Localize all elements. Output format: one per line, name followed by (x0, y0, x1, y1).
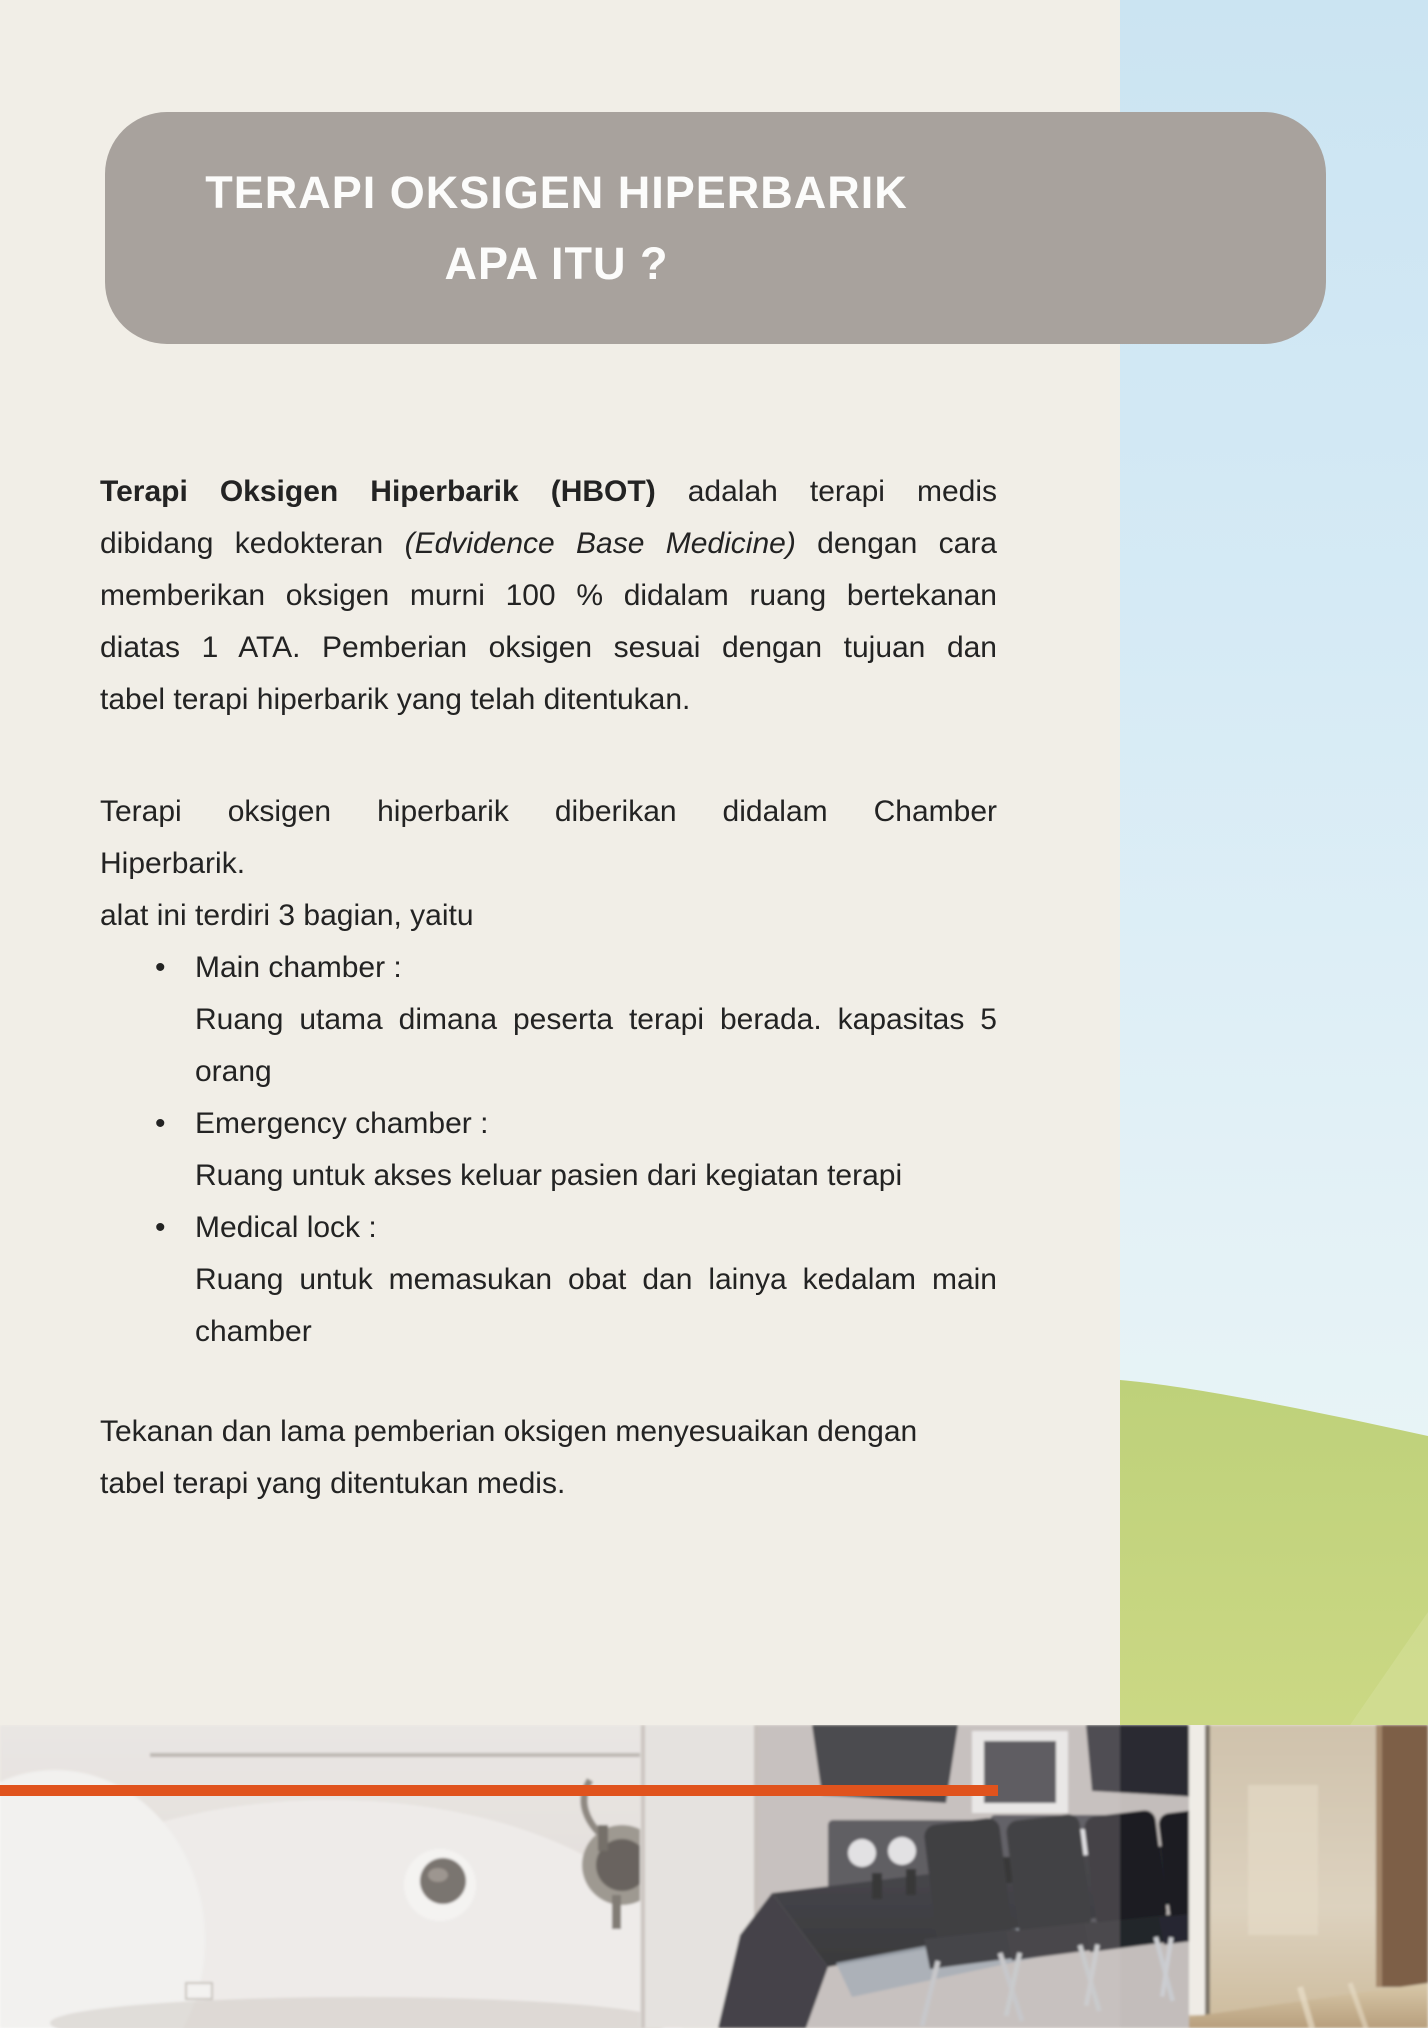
bullet-head-row (100, 1202, 997, 1254)
paragraph-closing (100, 1406, 997, 1510)
paragraph-line: memberikan oksigen murni 100 % didalam ruang bertekanan (100, 579, 997, 612)
bullet-head: Emergency chamber : (195, 1107, 489, 1140)
orange-divider-bar (0, 1785, 998, 1796)
bullet-head: Medical lock : (195, 1211, 377, 1244)
bullet-item-main-chamber (100, 942, 997, 1098)
photo-corridor (1189, 1725, 1428, 2028)
bold-term: Terapi Oksigen Hiperbarik (HBOT) (100, 475, 656, 508)
page-title-line2: APA ITU ? (444, 238, 669, 289)
bullet-list (100, 942, 997, 1358)
paragraph-line: Tekanan dan lama pemberian oksigen menyesuaikan dengan (100, 1415, 918, 1448)
bullet-sub-text (195, 994, 997, 1098)
photo-overlay-scrim (0, 1725, 1120, 2028)
text-segment: dibidang kedokteran (100, 527, 384, 560)
paragraph-line: Hiperbarik. (100, 847, 246, 880)
bullet-dot-icon: • (155, 951, 166, 984)
bullet-dot-icon: • (155, 1107, 166, 1140)
paragraph-line: tabel terapi yang ditentukan medis. (100, 1467, 566, 1500)
paragraph-line (100, 518, 997, 570)
paragraph-line (100, 466, 997, 518)
paragraph-chamber (100, 786, 997, 942)
paragraph-line: diatas 1 ATA. Pemberian oksigen sesuai dengan tujuan dan (100, 631, 997, 664)
bullet-sub-line: Ruang untuk akses keluar pasien dari kegiatan terapi (195, 1159, 903, 1192)
bullet-sub-line: chamber (195, 1315, 312, 1348)
bullet-sub-line: Ruang untuk memasukan obat dan lainya kedalam main (195, 1263, 997, 1296)
paragraph-definition (100, 466, 997, 726)
bullet-head-row (100, 1098, 997, 1150)
paragraph-line: alat ini terdiri 3 bagian, yaitu (100, 899, 474, 932)
bullet-sub-line: orang (195, 1055, 272, 1088)
italic-term: (Edvidence Base Medicine) (404, 527, 796, 560)
paragraph-line: tabel terapi hiperbarik yang telah ditentukan. (100, 683, 691, 716)
green-curve-shape (1120, 1372, 1428, 1725)
title-banner (105, 112, 1326, 344)
bullet-item-emergency-chamber (100, 1098, 997, 1202)
bullet-sub-line: Ruang utama dimana peserta terapi berada. kapasitas 5 (195, 1003, 997, 1036)
bullet-head-row (100, 942, 997, 994)
bullet-sub-text (195, 1254, 997, 1358)
text-segment: dengan cara (817, 527, 997, 560)
bullet-item-medical-lock (100, 1202, 997, 1358)
paragraph-line: Terapi oksigen hiperbarik diberikan didalam Chamber (100, 795, 997, 828)
bullet-head: Main chamber : (195, 951, 402, 984)
bullet-dot-icon: • (155, 1211, 166, 1244)
text-segment: adalah terapi medis (687, 475, 997, 508)
facility-photo (0, 1725, 1428, 2028)
page-title-line1: TERAPI OKSIGEN HIPERBARIK (205, 167, 908, 218)
body-text-column (100, 466, 997, 1510)
bullet-sub-text (195, 1150, 997, 1202)
